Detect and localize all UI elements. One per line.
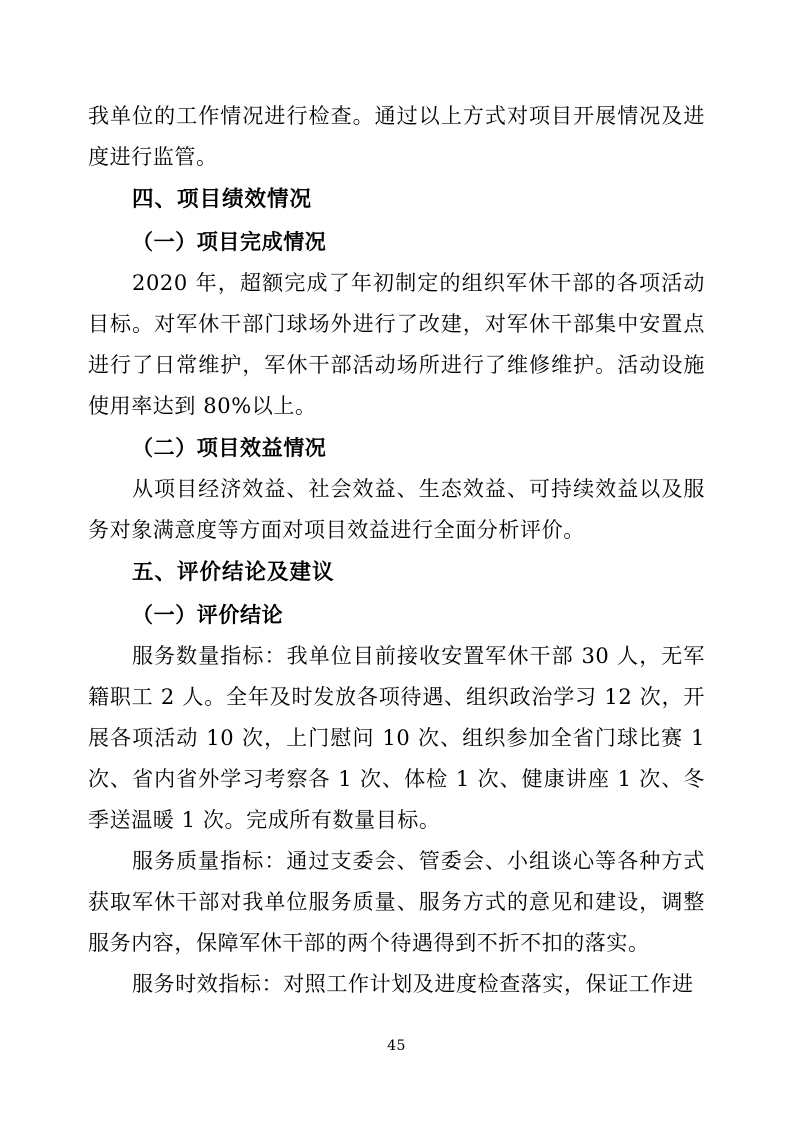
paragraph-service-quantity-indicator: 服务数量指标：我单位目前接收安置军休干部 30 人，无军籍职工 2 人。全年及时发放各项待遇、组织政治学习 12 次，开展各项活动 10 次，上门慰问 10 次、组织参加全省门球比赛 1 次、省内省外学习考察各 1 次、体检 1 次、健康讲座 1 次、冬季送温暖 1 次。完成所有数量目标。 xyxy=(88,644,705,832)
subsection-heading-project-benefit: （二）项目效益情况 xyxy=(132,435,327,460)
document-body xyxy=(88,96,705,1005)
paragraph-project-benefit: 从项目经济效益、社会效益、生态效益、可持续效益以及服务对象满意度等方面对项目效益进行全面分析评价。 xyxy=(88,477,705,542)
subsection-heading-project-completion: （一）项目完成情况 xyxy=(132,229,327,254)
subsection-heading-evaluation-conclusion: （一）评价结论 xyxy=(132,602,284,627)
paragraph-project-completion: 2020 年，超额完成了年初制定的组织军休干部的各项活动目标。对军休干部门球场外进行了改建，对军休干部集中安置点进行了日常维护，军休干部活动场所进行了维修维护。活动设施使用率达到 80%以上。 xyxy=(88,271,705,418)
paragraph-service-timeliness-indicator: 服务时效指标：对照工作计划及进度检查落实，保证工作进 xyxy=(132,972,694,996)
page-number: 45 xyxy=(387,1038,406,1054)
paragraph-continued-monitoring: 我单位的工作情况进行检查。通过以上方式对项目开展情况及进度进行监管。 xyxy=(88,104,705,169)
section-heading-evaluation-conclusion: 五、评价结论及建议 xyxy=(132,560,335,585)
section-heading-project-performance: 四、项目绩效情况 xyxy=(132,187,313,212)
paragraph-service-quality-indicator: 服务质量指标：通过支委会、管委会、小组谈心等各种方式获取军休干部对我单位服务质量、服务方式的意见和建设，调整服务内容，保障军休干部的两个待遇得到不折不扣的落实。 xyxy=(88,849,705,955)
